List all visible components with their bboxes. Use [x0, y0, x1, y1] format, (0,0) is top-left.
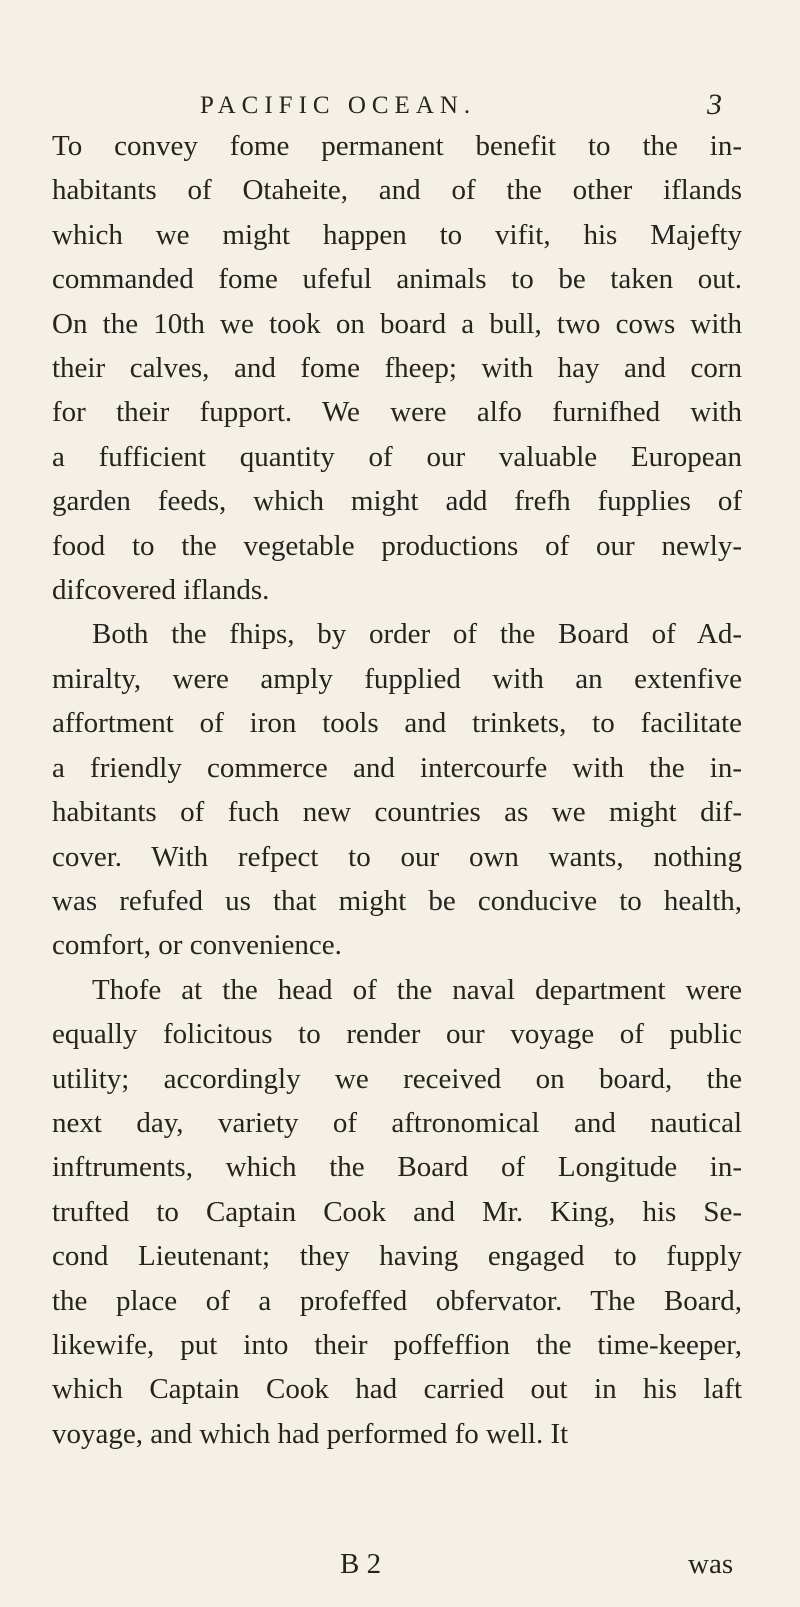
text-line: To convey fome permanent benefit to the in- — [52, 130, 742, 162]
text-line: commanded fome ufeful animals to be taken out. — [52, 263, 742, 296]
paragraph — [52, 968, 742, 1456]
text-line: habitants of Otaheite, and of the other iflands — [52, 174, 742, 207]
text-line: utility; accordingly we received on board, the — [52, 1062, 742, 1095]
text-line: which Captain Cook had carried out in his laft — [52, 1373, 742, 1406]
text-line: voyage, and which had performed fo well. It — [52, 1417, 569, 1450]
text-line: was refufed us that might be conducive to health, — [52, 884, 742, 917]
text-line: next day, variety of aftronomical and nautical — [52, 1106, 742, 1139]
text-line: habitants of fuch new countries as we might dif- — [52, 796, 742, 829]
text-line: affortment of iron tools and trinkets, to facilitate — [52, 707, 742, 740]
text-line: comfort, or convenience. — [52, 929, 342, 962]
signature-mark: B 2 — [340, 1548, 382, 1580]
text-line: On the 10th we took on board a bull, two cows with — [52, 307, 742, 340]
running-head — [0, 88, 800, 128]
text-line: equally folicitous to render our voyage of public — [52, 1018, 742, 1051]
text-line: difcovered iflands. — [52, 574, 270, 607]
text-line: likewife, put into their poffeffion the time-keeper, — [52, 1328, 742, 1361]
text-line: the place of a profeffed obfervator. The Board, — [52, 1284, 742, 1317]
text-line: food to the vegetable productions of our newly- — [52, 529, 742, 562]
text-line: which we might happen to vifit, his Majefty — [52, 218, 742, 251]
text-line: a fufficient quantity of our valuable European — [52, 440, 742, 473]
text-line: Thofe at the head of the naval department were — [92, 973, 742, 1006]
text-line: Both the fhips, by order of the Board of Ad- — [92, 618, 742, 651]
running-title: PACIFIC OCEAN. — [200, 92, 477, 119]
catchword: was — [688, 1548, 734, 1580]
text-line: garden feeds, which might add frefh fupplies of — [52, 485, 742, 518]
page-number: 3 — [707, 88, 722, 121]
text-line: cover. With refpect to our own wants, nothing — [52, 840, 742, 873]
text-line: inftruments, which the Board of Longitude in- — [52, 1151, 742, 1184]
paragraph — [52, 612, 742, 967]
text-line: their calves, and fome fheep; with hay and corn — [52, 352, 742, 385]
paragraph — [52, 124, 742, 612]
page-footer — [0, 1548, 800, 1592]
text-line: trufted to Captain Cook and Mr. King, his Se- — [52, 1195, 742, 1228]
text-line: miralty, were amply fupplied with an extenfive — [52, 662, 742, 695]
text-line: for their fupport. We were alfo furnifhed with — [52, 396, 742, 429]
text-line: a friendly commerce and intercourfe with the in- — [52, 751, 742, 784]
text-line: cond Lieutenant; they having engaged to fupply — [52, 1240, 742, 1273]
body-text — [52, 124, 742, 1456]
